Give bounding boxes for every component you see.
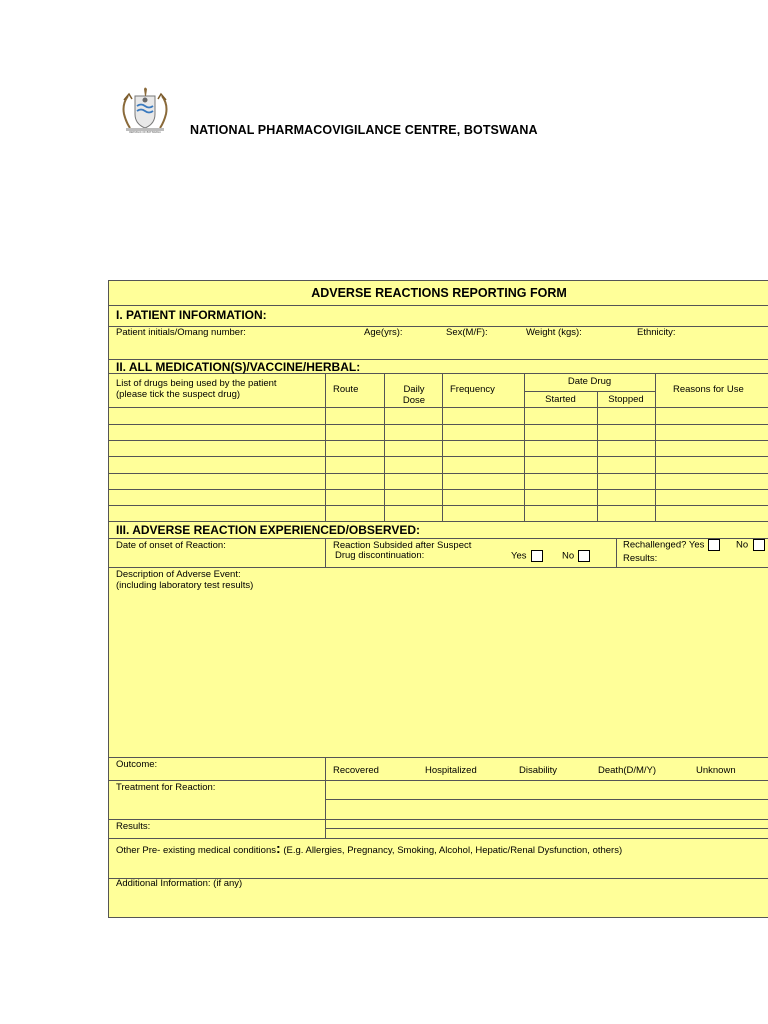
field-description-line1: Description of Adverse Event: <box>116 569 241 580</box>
rule <box>597 391 598 521</box>
rule <box>325 373 326 521</box>
description-input-area[interactable] <box>116 593 766 753</box>
field-ethnicity: Ethnicity: <box>637 327 676 338</box>
rule <box>109 567 768 568</box>
rechallenged-no-label: No <box>736 539 749 551</box>
rechallenged-yes-checkbox[interactable] <box>708 539 720 551</box>
col-daily-line2: Dose <box>402 395 426 406</box>
other-conditions-label: Other Pre- existing medical conditions <box>116 845 276 856</box>
rechallenged-label: Rechallenged? Yes <box>623 539 705 551</box>
rule <box>325 828 768 829</box>
form-title: ADVERSE REACTIONS REPORTING FORM <box>311 286 567 300</box>
subsided-no-checkbox[interactable] <box>578 550 590 562</box>
header-title: NATIONAL PHARMACOVIGILANCE CENTRE, BOTSWANA <box>190 123 538 137</box>
rule <box>109 757 768 758</box>
field-reaction-subsided-line2: Drug discontinuation: <box>335 550 425 561</box>
other-conditions-colon: : <box>276 840 281 856</box>
subsided-yes <box>511 550 543 562</box>
rechallenged-no <box>736 539 765 551</box>
col-drugs-line2: (please tick the suspect drug) <box>116 389 241 400</box>
field-date-onset: Date of onset of Reaction: <box>116 540 226 551</box>
section-patient-information: I. PATIENT INFORMATION: <box>116 308 267 322</box>
logo-caption: REPUBLIC OF BOTSWANA <box>129 131 161 134</box>
section-medications: II. ALL MEDICATION(S)/VACCINE/HERBAL: <box>116 360 361 374</box>
subsided-no-label: No <box>562 550 575 562</box>
rechallenged-yes <box>623 539 720 551</box>
rule <box>109 521 768 522</box>
rule <box>325 799 768 800</box>
col-date-drug: Date Drug <box>567 376 612 387</box>
field-patient-initials: Patient initials/Omang number: <box>116 327 246 338</box>
rule <box>109 505 768 506</box>
col-stopped: Stopped <box>608 394 644 405</box>
field-weight: Weight (kgs): <box>526 327 582 338</box>
subsided-no <box>562 550 590 562</box>
rule <box>109 473 768 474</box>
rule <box>109 819 768 820</box>
botswana-coat-of-arms-icon <box>116 86 174 136</box>
subsided-yes-label: Yes <box>511 550 527 562</box>
section-adverse-reaction: III. ADVERSE REACTION EXPERIENCED/OBSERVED: <box>116 523 421 537</box>
rule <box>325 538 326 567</box>
field-results: Results: <box>116 821 151 832</box>
coat-of-arms-logo <box>116 86 174 136</box>
rule <box>109 456 768 457</box>
field-sex: Sex(M/F): <box>446 327 488 338</box>
col-daily-line1: Daily <box>403 384 425 395</box>
rule <box>524 391 655 392</box>
subsided-yes-checkbox[interactable] <box>531 550 543 562</box>
rule <box>616 538 617 567</box>
col-started: Started <box>545 394 576 405</box>
rule <box>109 407 768 408</box>
field-outcome: Outcome: <box>116 759 158 770</box>
rule <box>109 305 768 306</box>
outcome-hospitalized[interactable]: Hospitalized <box>425 765 477 776</box>
outcome-death[interactable]: Death(D/M/Y) <box>598 765 657 776</box>
adverse-reaction-form <box>108 280 768 918</box>
rule <box>109 440 768 441</box>
rule <box>109 424 768 425</box>
outcome-unknown[interactable]: Unknown <box>696 765 736 776</box>
rule <box>109 489 768 490</box>
rule <box>109 780 768 781</box>
field-other-conditions <box>116 840 622 856</box>
field-additional-info: Additional Information: (if any) <box>116 878 243 889</box>
outcome-disability[interactable]: Disability <box>519 765 558 776</box>
col-route: Route <box>333 384 359 395</box>
rechallenge-results: Results: <box>623 553 658 564</box>
field-reaction-subsided-line1: Reaction Subsided after Suspect <box>333 540 472 551</box>
col-reasons-for-use: Reasons for Use <box>673 384 744 395</box>
field-treatment: Treatment for Reaction: <box>116 782 216 793</box>
rule <box>655 373 656 521</box>
rule <box>325 757 326 838</box>
rechallenged-no-checkbox[interactable] <box>753 539 765 551</box>
field-age: Age(yrs): <box>364 327 403 338</box>
field-description-line2: (including laboratory test results) <box>116 580 254 591</box>
other-conditions-examples: (E.g. Allergies, Pregnancy, Smoking, Alcohol, Hepatic/Renal Dysfunction, others) <box>283 845 623 856</box>
col-drugs-line1: List of drugs being used by the patient <box>116 378 277 389</box>
rule <box>109 838 768 839</box>
col-frequency: Frequency <box>450 384 495 395</box>
outcome-recovered[interactable]: Recovered <box>333 765 379 776</box>
